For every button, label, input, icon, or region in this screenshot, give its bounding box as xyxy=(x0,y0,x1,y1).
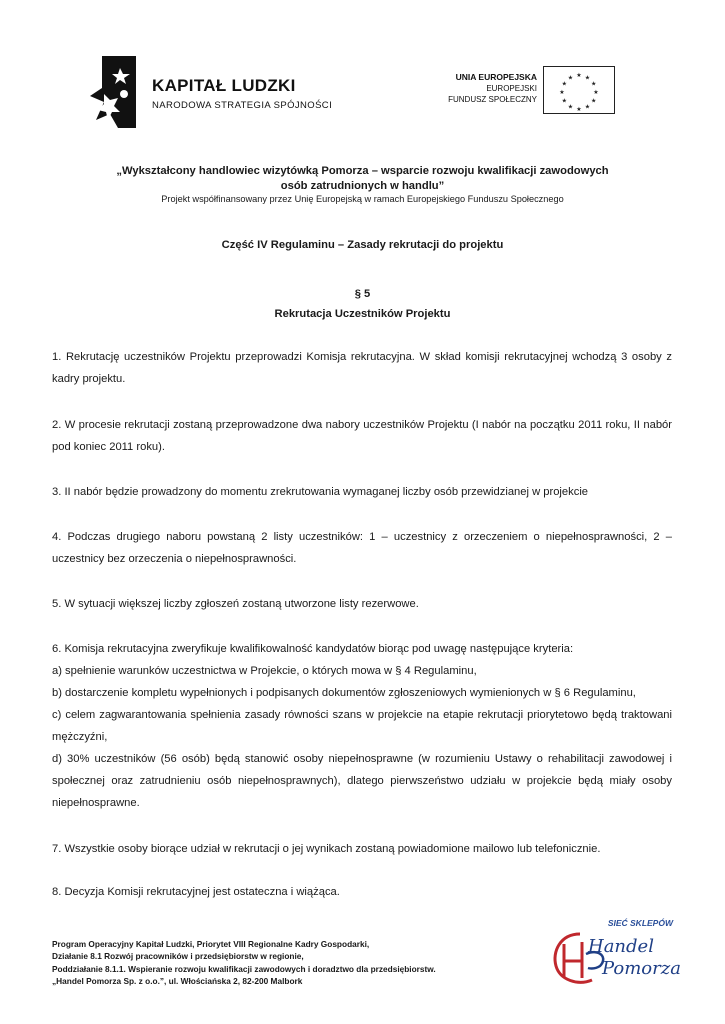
footer-line2: Działanie 8.1 Rozwój pracowników i przedsiębiorstw w regionie, xyxy=(52,951,304,962)
svg-text:★: ★ xyxy=(584,103,591,111)
handel-pomorza-tagline: SIEĆ SKLEPÓW xyxy=(607,918,673,928)
item-1: 1. Rekrutację uczestników Projektu przeprowadzi Komisja rekrutacyjna. W skład komisji rekrutacyjnej wchodzą 3 osoby z kadry projektu. xyxy=(52,351,672,385)
footer-line4: „Handel Pomorza Sp. z o.o.”, ul. Włościańska 2, 82-200 Malbork xyxy=(52,975,303,986)
eu-logo xyxy=(440,66,615,116)
cofinancing-note: Projekt współfinansowany przez Unię Europejską w ramach Europejskiego Funduszu Społecznego xyxy=(161,194,564,204)
item-6d: d) 30% uczestników (56 osób) będą stanowić osoby niepełnosprawne (w rozumieniu Ustawy o rehabilitacji zawodowej i społecznej oraz zatrudnieniu osób niepełnosprawnych), dlatego pierwszeństwo udziału w projekcie będą miały osoby niepełnosprawne. xyxy=(52,753,672,809)
project-title-line1: „Wykształcony handlowiec wizytówką Pomorza – wsparcie rozwoju kwalifikacji zawodowych xyxy=(116,165,609,177)
footer-line1: Program Operacyjny Kapitał Ludzki, Priorytet VIII Regionalne Kadry Gospodarki, xyxy=(52,939,370,949)
handel-pomorza-name2: Pomorza xyxy=(602,958,681,979)
svg-text:★: ★ xyxy=(591,80,597,88)
item-6a: a) spełnienie warunków uczestnictwa w Projekcie, o których mowa w § 4 Regulaminu, xyxy=(52,665,477,677)
item-5: 5. W sytuacji większej liczby zgłoszeń zostaną utworzone listy rezerwowe. xyxy=(52,598,419,610)
footer-line3: Poddziałanie 8.1.1. Wspieranie rozwoju kwalifikacji zawodowych i doradztwo dla przedsiębiorstw. xyxy=(52,963,436,974)
eu-flag-icon xyxy=(543,66,615,114)
svg-text:★: ★ xyxy=(567,103,574,111)
item-6c: c) celem zagwarantowania spełnienia zasady równości szans w projekcie na etapie rekrutacji priorytetowo będą traktowani mężczyźni, xyxy=(52,709,672,743)
item-6-intro: 6. Komisja rekrutacyjna zweryfikuje kwalifikowalność kandydatów biorąc pod uwagę następujące kryteria: xyxy=(52,643,574,655)
kapital-ludzki-title: KAPITAŁ LUDZKI xyxy=(152,76,296,95)
svg-text:★: ★ xyxy=(584,74,591,82)
svg-text:★: ★ xyxy=(559,89,565,96)
part-title: Część IV Regulaminu – Zasady rekrutacji do projektu xyxy=(221,239,504,251)
svg-text:★: ★ xyxy=(591,97,597,105)
kapital-ludzki-emblem-icon xyxy=(88,54,138,130)
item-8: 8. Decyzja Komisji rekrutacyjnej jest ostateczna i wiążąca. xyxy=(52,886,340,898)
kapital-ludzki-logo xyxy=(88,54,333,130)
item-2: 2. W procesie rekrutacji zostaną przeprowadzone dwa nabory uczestników Projektu (I nabór na początku 2011 roku, II nabór pod koniec 2011 roku). xyxy=(52,419,672,453)
svg-text:★: ★ xyxy=(593,89,599,96)
footer xyxy=(52,938,436,987)
eu-line1: UNIA EUROPEJSKA xyxy=(455,72,537,82)
paragraph-title: Rekrutacja Uczestników Projektu xyxy=(274,308,451,320)
eu-line3: FUNDUSZ SPOŁECZNY xyxy=(448,95,537,104)
item-7: 7. Wszystkie osoby biorące udział w rekrutacji o jej wynikach zostaną powiadomione mailowo lub telefonicznie. xyxy=(52,843,601,855)
paragraph-symbol: § 5 xyxy=(354,288,371,300)
svg-text:★: ★ xyxy=(576,106,582,113)
svg-text:★: ★ xyxy=(576,72,582,79)
svg-text:★: ★ xyxy=(561,97,567,105)
project-title-line2: osób zatrudnionych w handlu” xyxy=(280,180,445,192)
kapital-ludzki-subtitle: NARODOWA STRATEGIA SPÓJNOŚCI xyxy=(152,100,333,111)
svg-text:★: ★ xyxy=(567,74,574,82)
eu-text xyxy=(448,72,537,105)
handel-pomorza-name1: Handel xyxy=(588,936,654,957)
eu-line2: EUROPEJSKI xyxy=(486,84,537,93)
project-title xyxy=(60,164,665,194)
item-3: 3. II nabór będzie prowadzony do momentu zrekrutowania wymaganej liczby osób przewidzianej w projekcie xyxy=(52,486,589,498)
item-6b: b) dostarczenie kompletu wypełnionych i podpisanych dokumentów zgłoszeniowych wymienionych w § 6 Regulaminu, xyxy=(52,687,636,699)
svg-text:★: ★ xyxy=(561,80,567,88)
handel-pomorza-logo xyxy=(550,918,681,988)
item-4: 4. Podczas drugiego naboru powstaną 2 listy uczestników: 1 – uczestnicy z orzeczeniem o niepełnosprawności, 2 – uczestnicy bez orzeczenia o niepełnosprawności. xyxy=(52,531,672,565)
